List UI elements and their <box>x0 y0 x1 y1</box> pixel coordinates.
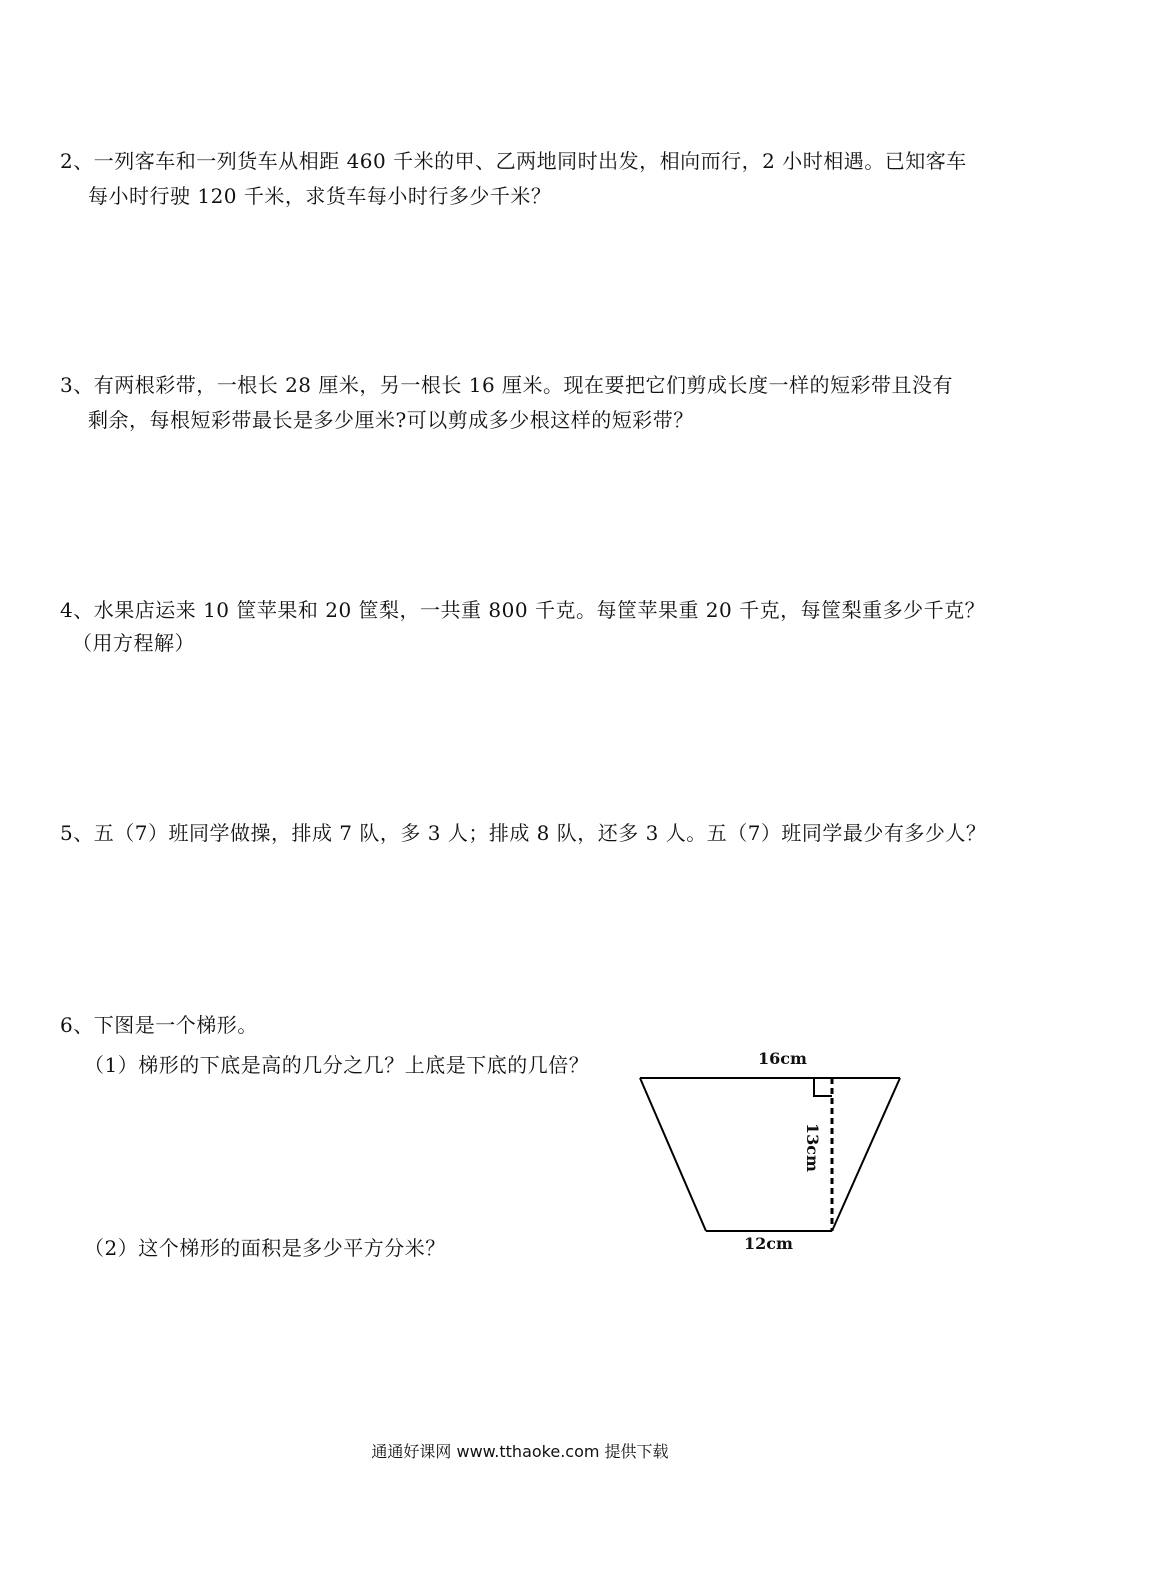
trapezoid-left-edge <box>640 1078 706 1231</box>
height-label: 13cm <box>802 1123 822 1172</box>
problem-6-question-2: （2）这个梯形的面积是多少平方分米？ <box>84 1236 446 1260</box>
top-base-label: 16cm <box>758 1049 807 1068</box>
problem-6-question-1: （1）梯形的下底是高的几分之几？上底是下底的几倍？ <box>84 1053 590 1077</box>
problem-4-line-1: 4、水果店运来 10 筐苹果和 20 筐梨，一共重 800 千克。每筐苹果重 20 千克，每筐梨重多少千克？ <box>60 598 986 622</box>
problem-4-line-2: （用方程解） <box>72 631 195 655</box>
trapezoid-right-edge <box>832 1078 900 1231</box>
trapezoid-drawing <box>630 1062 910 1247</box>
trapezoid-figure <box>630 1049 910 1253</box>
problem-3-line-2: 剩余，每根短彩带最长是多少厘米?可以剪成多少根这样的短彩带？ <box>88 408 694 432</box>
bottom-base-label: 12cm <box>744 1234 793 1253</box>
problem-6-line-1: 6、下图是一个梯形。 <box>60 1013 258 1037</box>
problem-3-line-1: 3、有两根彩带，一根长 28 厘米，另一根长 16 厘米。现在要把它们剪成长度一样的短彩带且没有 <box>60 373 954 397</box>
right-angle-marker <box>814 1078 832 1096</box>
problem-5-line-1: 5、五（7）班同学做操，排成 7 队，多 3 人；排成 8 队，还多 3 人。五（7）班同学最少有多少人？ <box>60 821 987 845</box>
problem-2-line-1: 2、一列客车和一列货车从相距 460 千米的甲、乙两地同时出发，相向而行，2 小时相遇。已知客车 <box>60 149 967 173</box>
problem-2-line-2: 每小时行驶 120 千米，求货车每小时行多少千米？ <box>88 184 552 208</box>
page-footer: 通通好课网 www.tthaoke.com 提供下载 <box>371 1442 669 1461</box>
